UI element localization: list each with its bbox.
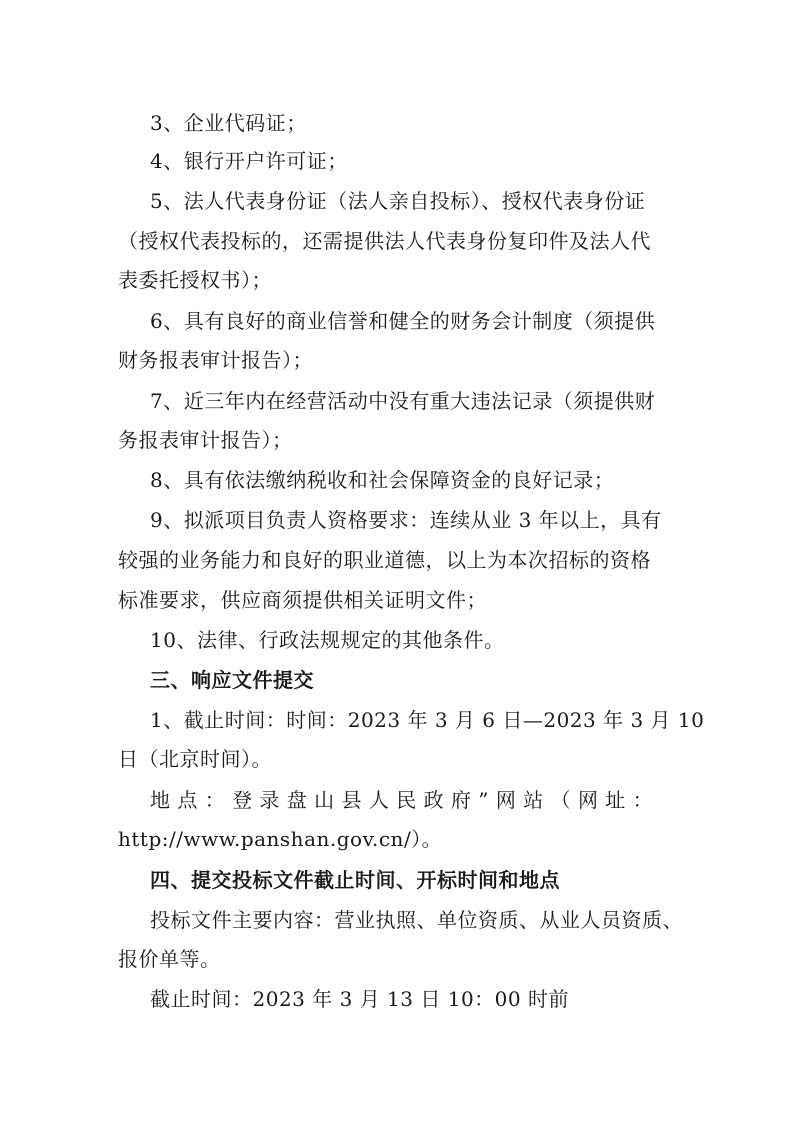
paragraph-item-6-line-1: 6、具有良好的商业信誉和健全的财务会计制度（须提供 [150,309,656,333]
paragraph-item-9-line-2: 较强的业务能力和良好的职业道德，以上为本次招标的资格 [118,548,651,572]
submission-location-url: http://www.panshan.gov.cn/）。 [118,827,443,851]
paragraph-item-7-line-1: 7、近三年内在经营活动中没有重大违法记录（须提供财 [150,389,656,413]
section-heading-3: 三、响应文件提交 [150,668,314,692]
paragraph-item-5-line-3: 表委托授权书）； [118,268,272,292]
bid-content-line-2: 报价单等。 [118,947,221,971]
submission-deadline-line-2: 日（北京时间）。 [118,747,272,771]
bid-deadline: 截止时间：2023 年 3 月 13 日 10：00 时前 [150,987,569,1011]
paragraph-item-5-line-2: （授权代表投标的，还需提供法人代表身份复印件及法人代 [118,229,651,253]
paragraph-item-10: 10、法律、行政法规规定的其他条件。 [150,628,505,652]
paragraph-item-6-line-2: 财务报表审计报告）； [118,348,313,372]
paragraph-item-5-line-1: 5、法人代表身份证（法人亲自投标）、授权代表身份证 [150,189,646,213]
paragraph-item-9-line-1: 9、拟派项目负责人资格要求：连续从业 3 年以上，具有 [150,508,662,532]
paragraph-item-7-line-2: 务报表审计报告）； [118,428,293,452]
paragraph-item-3: 3、企业代码证； [150,111,307,135]
paragraph-item-4: 4、银行开户许可证； [150,149,348,173]
section-heading-4: 四、提交投标文件截止时间、开标时间和地点 [150,868,560,892]
submission-deadline-line-1: 1、截止时间：时间：2023 年 3 月 6 日—2023 年 3 月 10 [150,708,705,732]
bid-content-line-1: 投标文件主要内容：营业执照、单位资质、从业人员资质、 [150,908,683,932]
paragraph-item-8: 8、具有依法缴纳税收和社会保障资金的良好记录； [150,468,615,492]
submission-location-line-1: 地 点 ： 登 录 盘 山 县 人 民 政 府 ” 网 站 （ 网 址 ： [150,788,654,812]
paragraph-item-9-line-3: 标准要求，供应商须提供相关证明文件； [118,588,487,612]
